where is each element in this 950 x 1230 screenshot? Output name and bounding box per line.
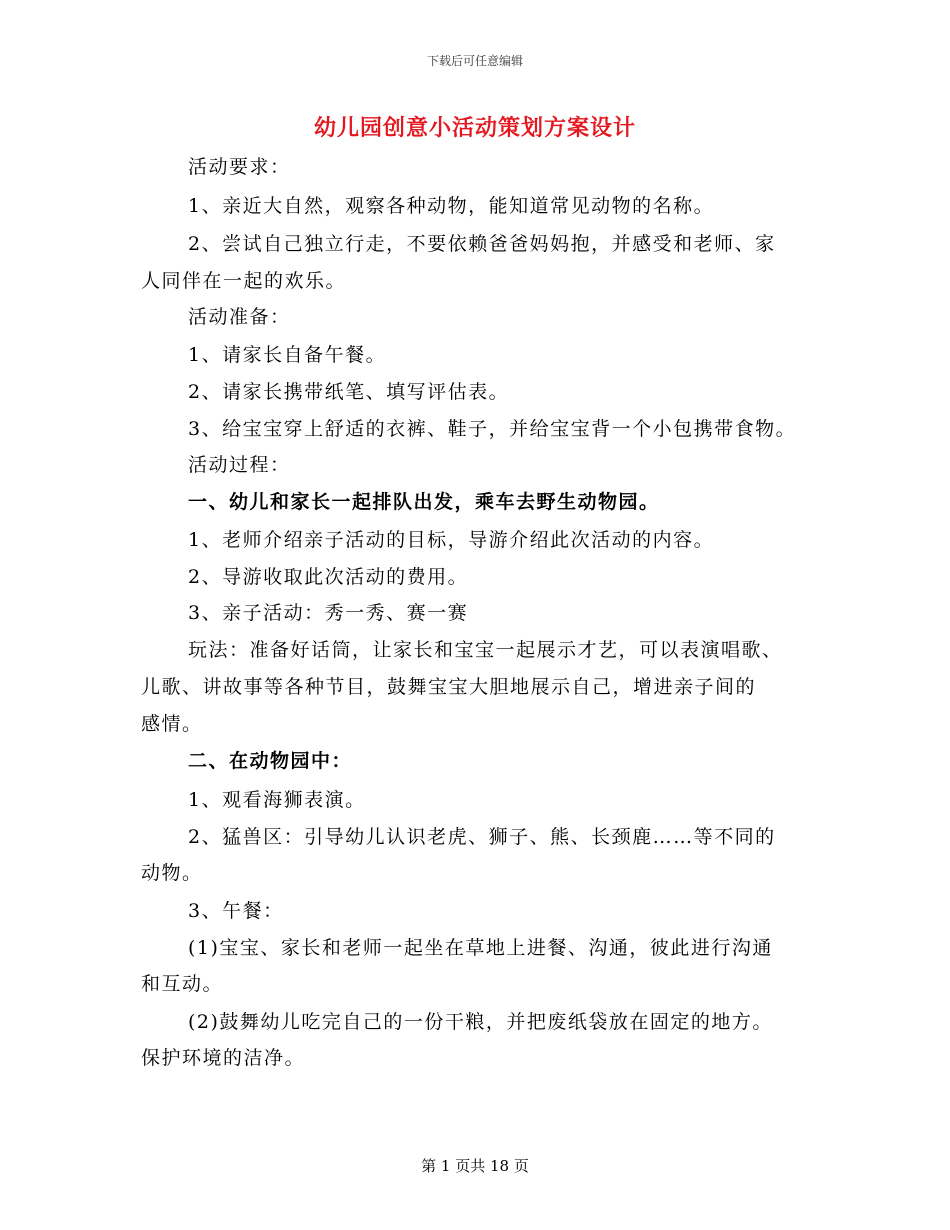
paragraph-line: 感情。 [141,713,203,735]
paragraph-line: 1、亲近大自然，观察各种动物，能知道常见动物的名称。 [188,195,715,217]
paragraph-line: 2、导游收取此次活动的费用。 [188,566,469,588]
paragraph-line: 3、给宝宝穿上舒适的衣裤、鞋子，并给宝宝背一个小包携带食物。 [188,418,797,440]
paragraph-line: 1、老师介绍亲子活动的目标，导游介绍此次活动的内容。 [188,529,715,551]
paragraph-line: 1、请家长自备午餐。 [188,344,387,366]
section-heading-requirements: 活动要求： [188,156,291,178]
bold-heading-step-one: 一、幼儿和家长一起排队出发，乘车去野生动物园。 [188,491,660,513]
page-footer: 第 1 页共 18 页 [421,1157,529,1175]
paragraph-line: (1)宝宝、家长和老师一起坐在草地上进餐、沟通，彼此进行沟通 [188,937,773,959]
bold-heading-step-two: 二、在动物园中： [188,750,353,772]
paragraph-line: 1、观看海狮表演。 [188,789,366,811]
paragraph-line: 儿歌、讲故事等各种节目，鼓舞宝宝大胆地展示自己，增进亲子间的 [141,676,757,698]
section-heading-preparation: 活动准备： [188,306,291,328]
paragraph-line: (2)鼓舞幼儿吃完自己的一份干粮，并把废纸袋放在固定的地方。 [188,1011,773,1033]
header-note: 下载后可任意编辑 [426,54,523,68]
paragraph-line: 3、亲子活动：秀一秀、赛一赛 [188,602,469,624]
document-title: 幼儿园创意小活动策划方案设计 [313,115,636,141]
paragraph-line: 人同伴在一起的欢乐。 [141,270,347,292]
paragraph-line: 动物。 [141,862,203,884]
paragraph-line: 和互动。 [141,973,224,995]
paragraph-line: 2、尝试自己独立行走，不要依赖爸爸妈妈抱，并感受和老师、家 [188,233,776,255]
paragraph-line: 保护环境的洁净。 [141,1047,306,1069]
paragraph-line: 玩法：准备好话筒，让家长和宝宝一起展示才艺，可以表演唱歌、 [188,639,783,661]
section-heading-process: 活动过程： [188,454,291,476]
paragraph-line: 3、午餐： [188,900,284,922]
paragraph-line: 2、请家长携带纸笔、填写评估表。 [188,381,510,403]
paragraph-line: 2、猛兽区：引导幼儿认识老虎、狮子、熊、长颈鹿……等不同的 [188,826,776,848]
